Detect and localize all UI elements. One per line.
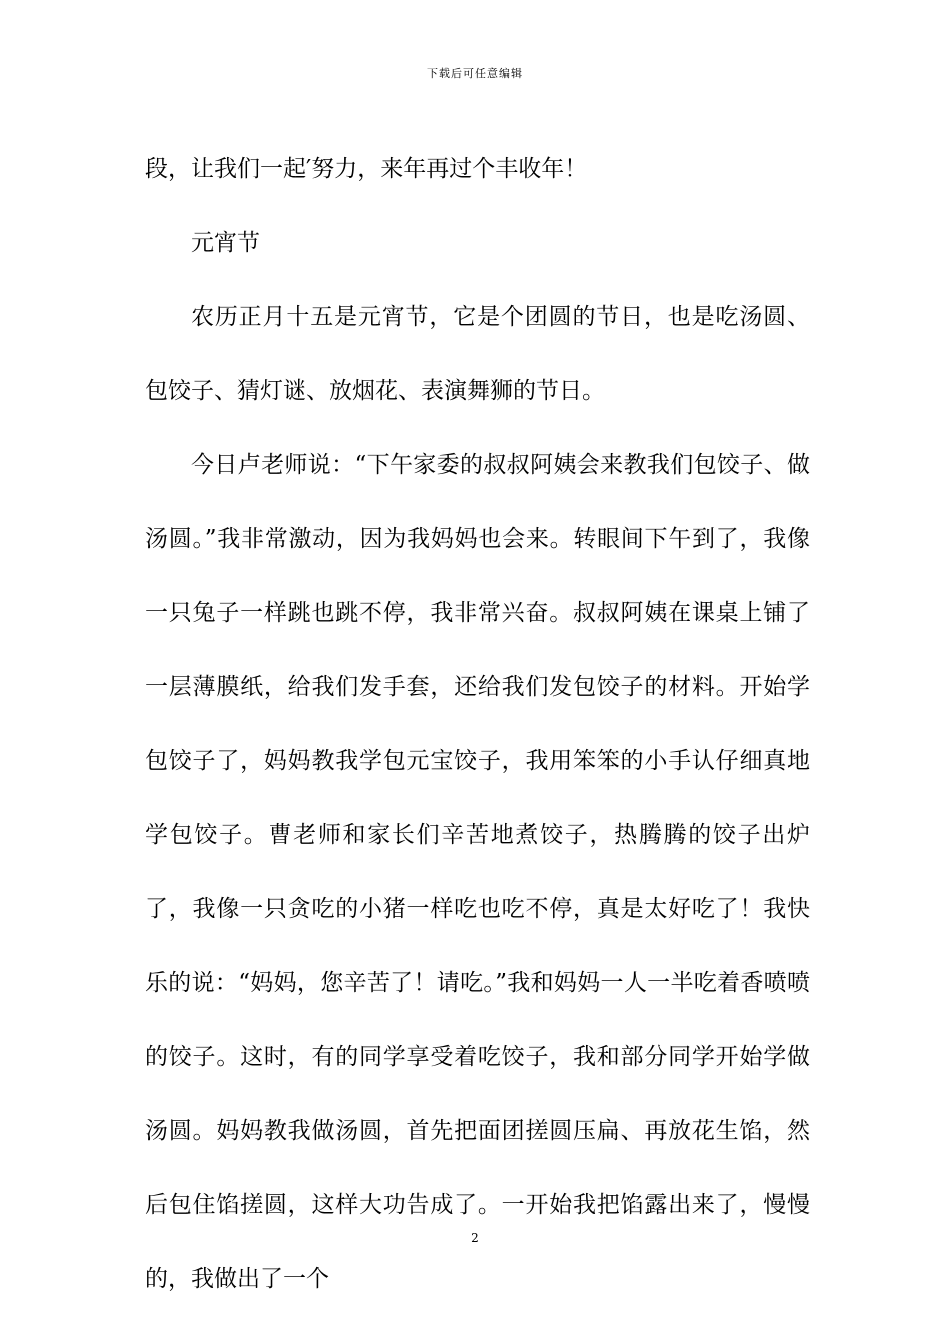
paragraph: 今日卢老师说：“下午家委的叔叔阿姨会来教我们包饺子、做汤圆。”我非常激动，因为我妈妈也会来。转眼间下午到了，我像一只兔子一样跳也跳不停，我非常兴奋。叔叔阿姨在课桌上铺了一层薄膜纸，给我们发手套，还给我们发包饺子的材料。开始学包饺子了，妈妈教我学包元宝饺子，我用笨笨的小手认仔细真地学包饺子。曹老师和家长们辛苦地煮饺子，热腾腾的饺子出炉了，我像一只贪吃的小猪一样吃也吃不停，真是太好吃了！我快乐的说：“妈妈，您辛苦了！请吃。”我和妈妈一人一半吃着香喷喷的饺子。这时，有的同学享受着吃饺子，我和部分同学开始学做汤圆。妈妈教我做汤圆，首先把面团搓圆压扁、再放花生馅，然后包住馅搓圆，这样大功告成了。一开始我把馅露出来了，慢慢的，我做出了一个 [145, 452, 810, 1292]
section-heading: 元宵节 [191, 230, 260, 256]
page-number: 2 [471, 1231, 479, 1245]
paragraph: 农历正月十五是元宵节，它是个团圆的节日，也是吃汤圆、包饺子、猜灯谜、放烟花、表演舞狮的节日。 [145, 304, 810, 404]
page-header: 下载后可任意编辑 [427, 67, 523, 80]
document-body [145, 132, 810, 1316]
paragraph-continuation: 段，让我们一起′努力，来年再过个丰收年！ [145, 156, 588, 182]
